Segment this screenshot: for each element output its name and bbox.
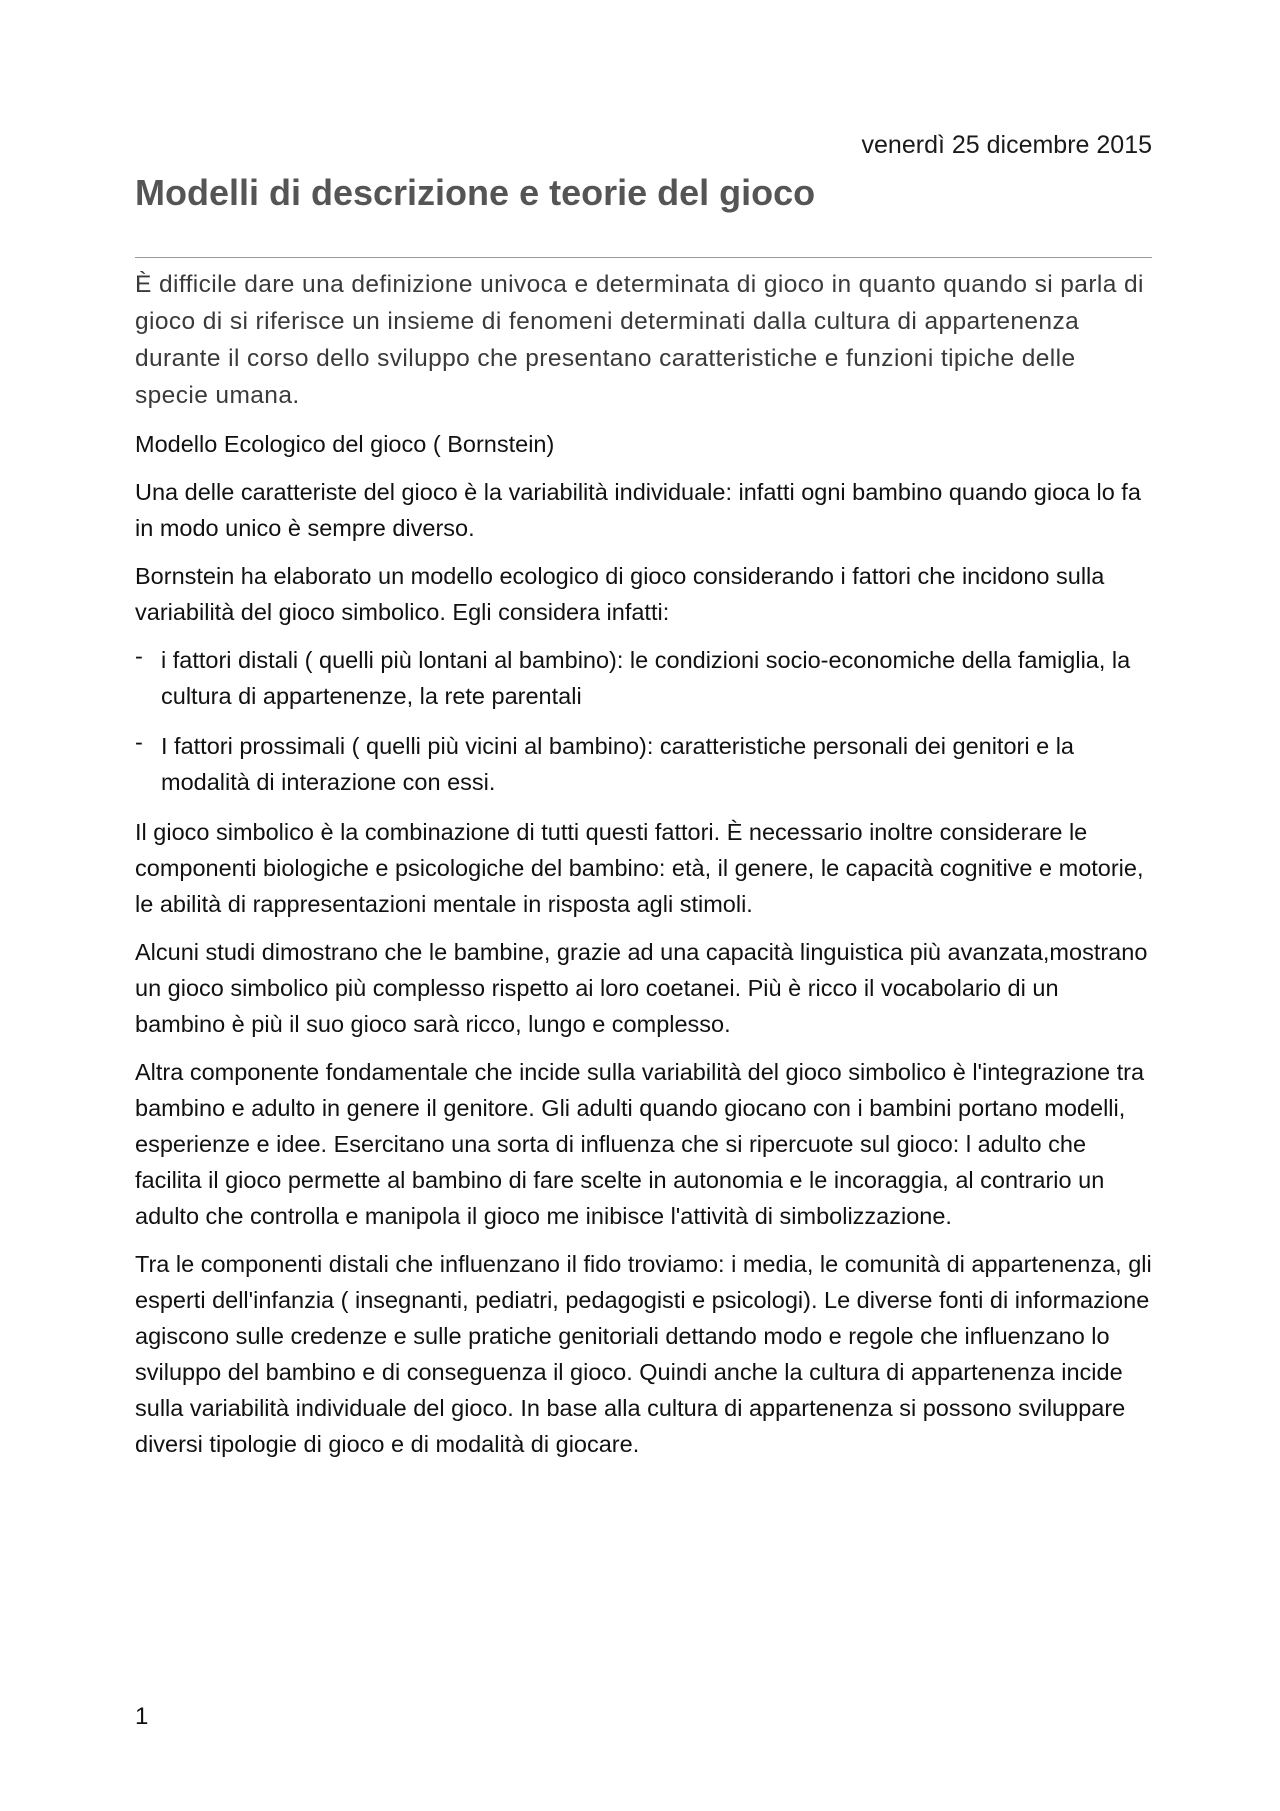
document-title: Modelli di descrizione e teorie del gioco	[135, 172, 816, 213]
list-item-text: I fattori prossimali ( quelli più vicini al bambino): caratteristiche personali dei genitori e la modalità di interazione con essi.	[161, 733, 1075, 795]
paragraph-variability: Una delle caratteriste del gioco è la variabilità individuale: infatti ogni bambino quando gioca lo fa in modo unico è sempre diverso.	[135, 479, 1141, 541]
intro-paragraph: È difficile dare una definizione univoca e determinata di gioco in quanto quando si parla di gioco di si riferisce un insieme di fenomeni determinati dalla cultura di appartenenza durante il corso dello sviluppo che presentano caratteristiche e funzioni tipiche delle specie umana.	[135, 271, 1144, 409]
factors-list	[135, 642, 1155, 800]
paragraph-adult-interaction: Altra componente fondamentale che incide sulla variabilità del gioco simbolico è l'integrazione tra bambino e adulto in genere il genitore. Gli adulti quando giocano con i bambini portano modelli, esperienze e idee. Esercitano una sorta di influenza che si ripercuote sul gioco: l adulto che facilita il gioco permette al bambino di fare scelte in autonomia e le incoraggia, al contrario un adulto che controlla e manipola il gioco me inibisce l'attività di simbolizzazione.	[135, 1059, 1145, 1229]
paragraph-studies: Alcuni studi dimostrano che le bambine, grazie ad una capacità linguistica più avanzata,mostrano un gioco simbolico più complesso rispetto ai loro coetanei. Più è ricco il vocabolario di un bambino è più il suo gioco sarà ricco, lungo e complesso.	[135, 939, 1148, 1037]
page-number: 1	[135, 1703, 149, 1730]
list-item-distal-factors	[135, 642, 1155, 714]
list-bullet: -	[135, 643, 143, 669]
title-divider	[135, 257, 1152, 258]
section-heading: Modello Ecologico del gioco ( Bornstein)	[135, 431, 555, 457]
document-date: venerdì 25 dicembre 2015	[861, 131, 1152, 159]
paragraph-distal-components: Tra le componenti distali che influenzano il fido troviamo: i media, le comunità di appartenenza, gli esperti dell'infanzia ( insegnanti, pediatri, pedagogisti e psicologi). Le diverse fonti di informazione agiscono sulle credenze e sulle pratiche genitoriali dettando modo e regole che influenzano lo sviluppo del bambino e di conseguenza il gioco. Quindi anche la cultura di appartenenza incide sulla variabilità individuale del gioco. In base alla cultura di appartenenza si possono sviluppare diversi tipologie di gioco e di modalità di giocare.	[135, 1251, 1152, 1457]
paragraph-symbolic-play: Il gioco simbolico è la combinazione di tutti questi fattori. È necessario inoltre considerare le componenti biologiche e psicologiche del bambino: età, il genere, le capacità cognitive e motorie, le abilità di rappresentazioni mentale in risposta agli stimoli.	[135, 819, 1144, 917]
list-item-proximal-factors	[135, 728, 1155, 800]
paragraph-bornstein-model: Bornstein ha elaborato un modello ecologico di gioco considerando i fattori che incidono sulla variabilità del gioco simbolico. Egli considera infatti:	[135, 563, 1105, 625]
list-bullet: -	[135, 729, 143, 755]
list-item-text: i fattori distali ( quelli più lontani al bambino): le condizioni socio-economiche della famiglia, la cultura di appartenenze, la rete parentali	[161, 647, 1131, 709]
document-body	[135, 266, 1155, 1474]
